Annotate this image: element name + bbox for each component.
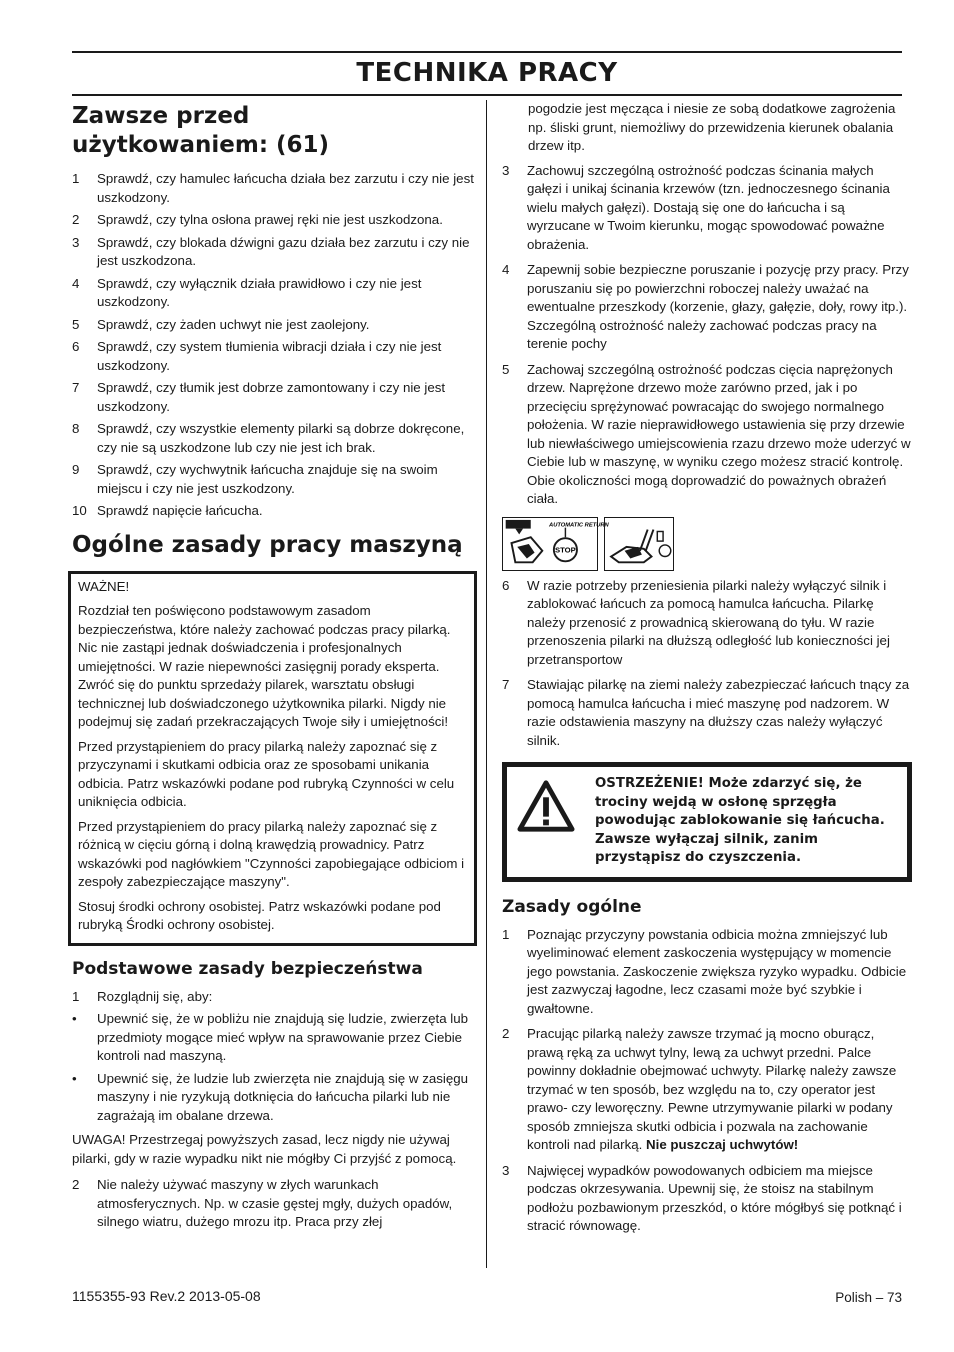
list-number: 7	[502, 677, 510, 692]
list-number: 10	[72, 503, 87, 518]
page-title-bar	[72, 51, 902, 96]
list-text: W razie potrzeby przeniesienia pilarki należy wyłączyć silnik i zablokować łańcuch za pomocą hamulca łańcucha. Pilarkę należy przenosić z prowadnicą skierowaną do tyłu. W razie przenoszenia pilarki na dłuższą odległość lub konieczności jej przetransportow	[527, 577, 890, 667]
list-text: Zachowaj szczególną ostrożność podczas cięcia naprężonych drzew. Naprężone drzewo może zarówno przed, jak i po przecięciu sprężynować powracając do swojego normalnego położenia. W razie nieprawidłowego ustawienia się przy drzewie lub niewłaściwego umiejscowienia rzazu drzewo może uderzyć w Ciebie lub w maszynę, w wyniku czego możesz stracić kontrolę. Obie okoliczności mogą doprowadzić do poważnych obrażeń ciała.	[527, 361, 911, 506]
checklist-item-10	[72, 502, 482, 521]
general-rule-1	[502, 926, 912, 1019]
checklist-item-3	[72, 234, 482, 271]
list-number: 7	[72, 380, 80, 395]
basic-rule-4	[502, 261, 912, 354]
general-principles-list	[502, 926, 912, 1236]
list-text: Sprawdź napięcie łańcucha.	[97, 503, 263, 518]
section-title-general-rules: Ogólne zasady pracy maszyną	[72, 531, 463, 558]
checklist-item-2	[72, 211, 482, 230]
list-text: Najwięcej wypadków powodowanych odbiciem ma miejsce podczas okrzesywania. Upewnij się, że stoisz na stabilnym podłożu pozbawionym przeszkód, o które mógłbyś się potknąć i stracić równowagę.	[527, 1162, 902, 1233]
checklist-item-1	[72, 170, 482, 207]
page-title: TECHNIKA PRACY	[356, 58, 618, 88]
basic-rule-2-continued: pogodzie jest męcząca i niesie ze sobą dodatkowe zagrożenia np. śliski grunt, niemożliwy do przewidzenia kierunek obalania drzew itp.	[528, 101, 896, 153]
section-title-general-principles: Zasady ogólne	[502, 896, 642, 917]
checklist-item-9	[72, 461, 482, 498]
important-paragraph-1: Rozdział ten poświęcono podstawowym zasadom bezpieczeństwa, które należy zachować podczas pracy pilarką. Nic nie zastąpi jednak doświadczenia i profesjonalnych umiejętności. W razie niepewności zasięgnij porady eksperta. Zwróć się do punktu sprzedaży pilarek, warsztatu obsługi technicznej lub doświadczonego użytkownika pilarki. Nigdy nie podejmuj się zadań przekraczających Twoje siły i umiejętności!	[78, 603, 451, 729]
chain-saw-carrying-pictogram	[604, 517, 674, 571]
stop-sign-label: STOP	[555, 545, 576, 555]
list-number: 4	[502, 262, 510, 277]
list-number: 6	[502, 577, 510, 593]
list-number: 1	[72, 171, 80, 186]
list-number: 2	[502, 1026, 510, 1041]
basic-rule-3	[502, 162, 912, 255]
basic-rule-1	[72, 988, 482, 1007]
general-rule-3	[502, 1162, 912, 1236]
important-paragraph-3: Przed przystąpieniem do pracy pilarką należy zapoznać się z różnicą w cięciu górną i dolną krawędzią prowadnicy. Patrz wskazówki pod nagłówkiem "Czynności zapobiegające odbiciom i zespoły zabezpieczające maszyny".	[78, 818, 465, 889]
warning-text: OSTRZEŻENIE! Może zdarzyć się, że trociny wejdą w osłonę sprzęgła powodując zablokowanie się łańcucha. Zawsze wyłączaj silnik, zanim przystąpisz do czyszczenia.	[595, 776, 885, 865]
list-number: 2	[72, 212, 80, 227]
list-number: 1	[502, 926, 510, 942]
list-text: Sprawdź, czy wyłącznik działa prawidłowo i czy nie jest uszkodzony.	[97, 275, 422, 309]
left-column	[72, 100, 482, 1236]
checklist-item-8	[72, 420, 482, 457]
list-number: 3	[72, 234, 80, 250]
important-paragraph-2: Przed przystąpieniem do pracy pilarką należy zapoznać się z przyczynami i skutkami odbicia oraz ze sposobami unikania odbicia. Patrz wskazówki podane pod rubryką Czynności w celu uniknięcia odbicia.	[78, 738, 455, 809]
list-text: Poznając przyczyny powstania odbicia można zmniejszyć lub wyeliminować element zaskoczenia występujący w momencie jego powstania. Zaskoczenie zwiększa ryzyko wypadku. Odbicie jest zazwyczaj łagodne, lecz czasami może być szybkie i gwałtowne.	[527, 926, 907, 1016]
list-text: Stawiając pilarkę na ziemi należy zabezpieczać łańcuch tnący za pomocą hamulca łańcucha i mieć maszynę pod nadzorem. W razie odstawienia maszyny na dłuższy czas należy wyłączyć silnik.	[527, 677, 910, 748]
bullet-item-1	[72, 1010, 482, 1066]
column-divider	[486, 100, 487, 1268]
list-number: 8	[72, 421, 80, 436]
list-text: Upewnić się, że w pobliżu nie znajdują się ludzie, zwierzęta lub przedmioty mogące mieć wpływ na sprawowanie przez Ciebie kontroli nad maszyną.	[97, 1011, 469, 1063]
list-number: 3	[502, 1162, 510, 1178]
list-text: Pracując pilarką należy zawsze trzymać ją mocno oburącz, prawą ręką za uchwyt tylny, lewą za uchwyt przedni. Palce powinny dokładnie obejmować uchwyty. Pilarkę należy zawsze trzymać w ten sposób, bez względu na to, czy operator jest prawo- czy leworęczny. Pewne utrzymywanie pilarki w podany sposób zmniejsza skutki odbicia i pozwala na zachowanie kontroli nad pilarką. Nie puszczaj uchwytów!	[527, 1026, 897, 1152]
list-text: Sprawdź, czy tłumik jest dobrze zamontowany i czy nie jest uszkodzony.	[97, 380, 446, 414]
checklist-item-5	[72, 316, 482, 335]
important-paragraph-4: Stosuj środki ochrony osobistej. Patrz wskazówki podane pod rubryką Środki ochrony osobistej.	[78, 898, 441, 932]
list-text: Zapewnij sobie bezpieczne poruszanie i pozycję przy pracy. Przy poruszaniu się po powierzchni roboczej należy uważać na ewentualne przeszkody (korzenie, głazy, gałęzie, doły, rowy itp.). Szczególną ostrożność należy zachować podczas pracy na terenie pochy	[527, 262, 909, 351]
list-number: 3	[502, 162, 510, 178]
list-text: Upewnić się, że ludzie lub zwierzęta nie znajdują się w zasięgu maszyny i nie ryzykują dotknięcia do łańcucha pilarki lub nie zagrażają im obalane drzewa.	[97, 1070, 469, 1123]
chain-brake-automatic-return-pictogram	[502, 517, 609, 571]
checklist-item-4	[72, 275, 482, 312]
list-text: Sprawdź, czy wychwytnik łańcucha znajduje się na swoim miejscu i czy nie jest uszkodzony.	[97, 462, 438, 496]
checklist-item-6	[72, 338, 482, 375]
page-number: Polish – 73	[835, 1290, 902, 1305]
important-label: WAŻNE!	[78, 578, 130, 594]
important-notice-box	[68, 571, 477, 946]
list-text: Nie należy używać maszyny w złych warunkach atmosferycznych. Np. w czasie gęstej mgły, dużych opadów, silnego wiatru, dużego mrozu itp. Praca przy złej	[97, 1177, 453, 1229]
hold-handles-emphasis: Nie puszczaj uchwytów!	[646, 1137, 799, 1152]
basic-rules-list	[502, 162, 912, 509]
list-text: Sprawdź, czy hamulec łańcucha działa bez zarzutu i czy nie jest uszkodzony.	[97, 171, 474, 205]
warning-triangle-icon	[517, 777, 575, 835]
list-number: 9	[72, 462, 80, 477]
bullet-item-2	[72, 1070, 482, 1126]
basic-rule-6	[502, 577, 912, 670]
list-number: 2	[72, 1177, 80, 1192]
section-title-before-use: Zawsze przed użytkowaniem: (61)	[72, 103, 330, 158]
pictograms-row	[502, 517, 912, 571]
list-number: 5	[72, 316, 80, 332]
warning-inner	[507, 767, 907, 877]
auto-return-label: AUTOMATIC RETURN	[549, 522, 609, 529]
section-title-basic-safety: Podstawowe zasady bezpieczeństwa	[72, 958, 423, 979]
basic-rules-list-continued	[502, 577, 912, 751]
list-text: Sprawdź, czy żaden uchwyt nie jest zaolejony.	[97, 316, 370, 332]
list-number: 6	[72, 339, 80, 354]
caution-paragraph: UWAGA! Przestrzegaj powyższych zasad, lecz nigdy nie używaj pilarki, gdy w razie wypadku nikt nie mógłby Ci przyjść z pomocą.	[72, 1132, 457, 1166]
basic-rule-5	[502, 361, 912, 509]
list-text: Zachowuj szczególną ostrożność podczas ścinania małych gałęzi i unikaj ścinania krzewów (tzn. jednoczesnego ścinania wielu małych gałęzi). Dostają się one do łańcucha i są wyrzucane w Twoim kierunku, mogąc spowodować poważne obrażenia.	[527, 162, 890, 252]
bullet-icon: •	[72, 1070, 77, 1086]
bullet-icon: •	[72, 1011, 77, 1026]
warning-box	[502, 762, 912, 882]
document-id: 1155355-93 Rev.2 2013-05-08	[72, 1288, 261, 1304]
list-number: 1	[72, 988, 80, 1004]
list-text: Sprawdź, czy tylna osłona prawej ręki nie jest uszkodzona.	[97, 212, 443, 227]
list-text: Sprawdź, czy wszystkie elementy pilarki są dobrze dokręcone, czy nie są uszkodzone lub czy nie jest ich brak.	[97, 421, 465, 455]
list-text: Sprawdź, czy blokada dźwigni gazu działa bez zarzutu i czy nie jest uszkodzona.	[97, 234, 470, 268]
general-rule-2	[502, 1025, 912, 1155]
basic-rule-2	[72, 1176, 482, 1232]
basic-rule-7	[502, 676, 912, 750]
before-use-checklist	[72, 170, 482, 521]
list-text: Rozglądnij się, aby:	[97, 988, 213, 1004]
list-number: 5	[502, 361, 510, 377]
list-text: Sprawdź, czy system tłumienia wibracji działa i czy nie jest uszkodzony.	[97, 339, 442, 373]
checklist-item-7	[72, 379, 482, 416]
list-number: 4	[72, 275, 80, 291]
right-column	[502, 100, 912, 1243]
